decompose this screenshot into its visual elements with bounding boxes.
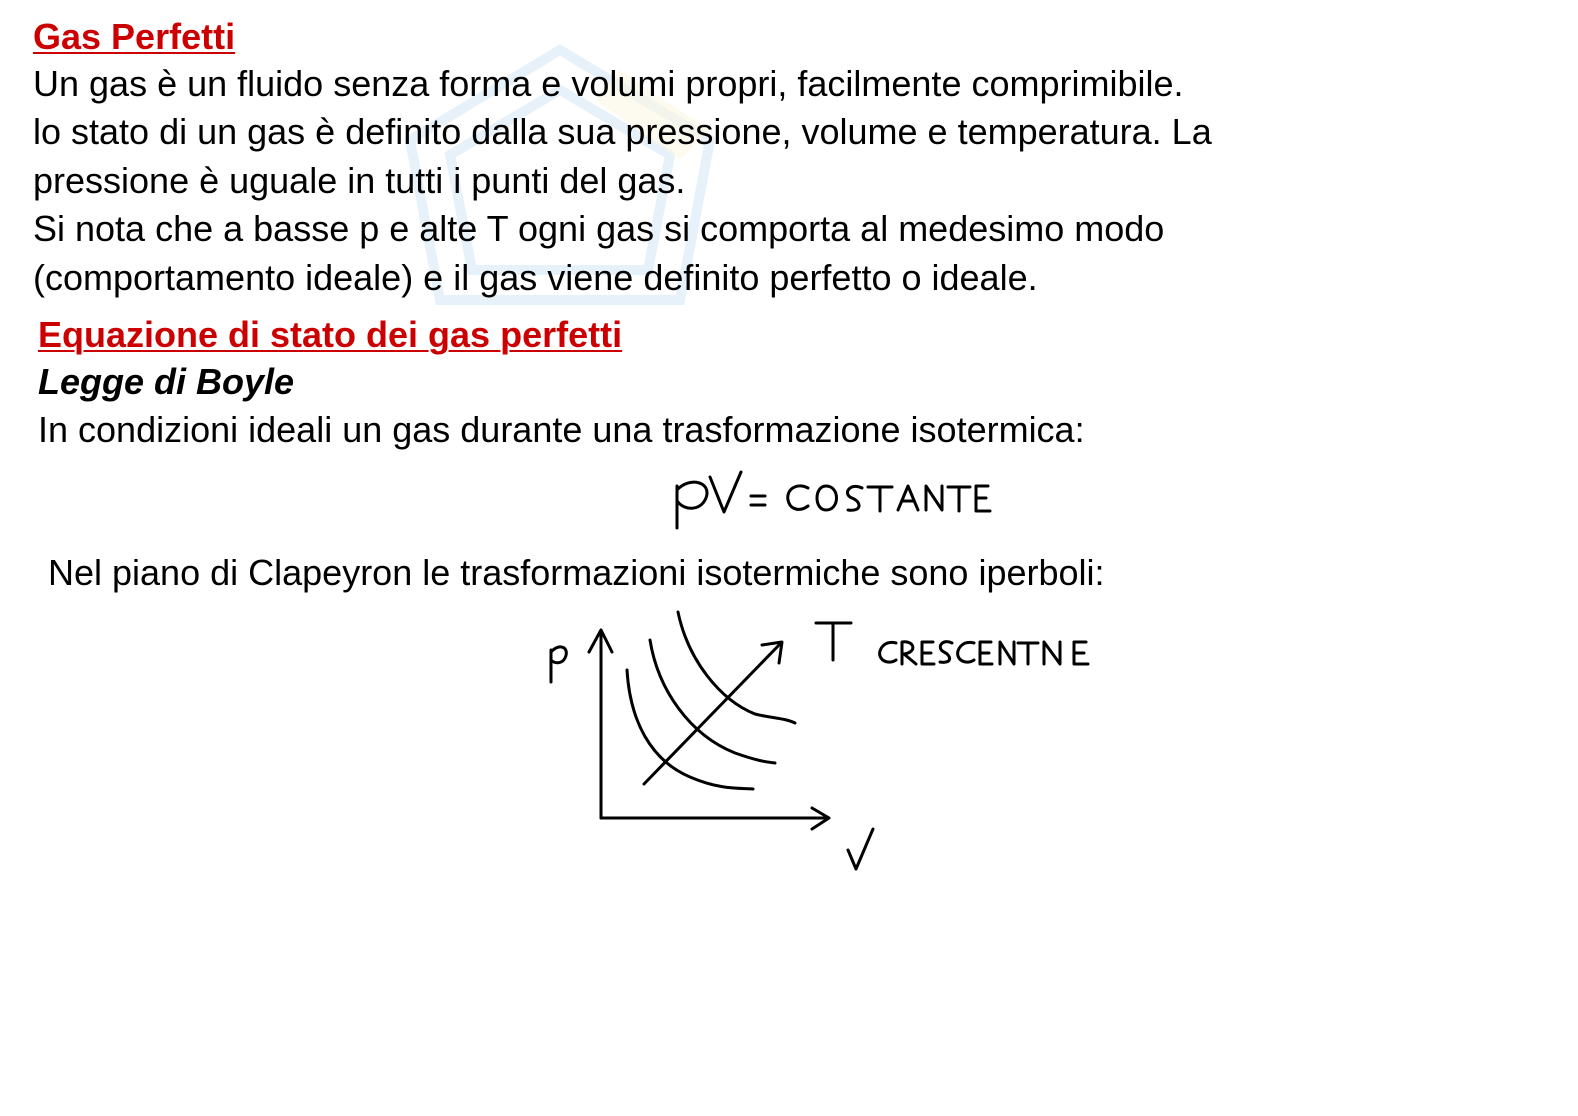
clapeyron-text: Nel piano di Clapeyron le trasformazioni isotermiche sono iperboli: xyxy=(48,552,1105,593)
paragraph-line: (comportamento ideale) e il gas viene definito perfetto o ideale. xyxy=(33,256,1038,298)
paragraph-line: Un gas è un fluido senza forma e volumi propri, facilmente comprimibile. xyxy=(33,63,1184,104)
paragraph-line: lo stato di un gas è definito dalla sua pressione, volume e temperatura. La xyxy=(33,111,1212,153)
isotherm-curve-3 xyxy=(678,612,795,723)
clapeyron-diagram xyxy=(551,612,1088,869)
section-title-equazione-di-stato: Equazione di stato dei gas perfetti xyxy=(38,314,623,355)
law-title-boyle: Legge di Boyle xyxy=(38,361,295,402)
isotherm-curve-1 xyxy=(627,670,753,789)
isothermal-intro-text: In condizioni ideali un gas durante una trasformazione isotermica: xyxy=(38,409,1085,450)
x-axis-label-v xyxy=(848,829,873,869)
y-axis-label-p xyxy=(551,647,566,682)
formula-pv-costante xyxy=(677,472,990,528)
label-t-crescente xyxy=(816,623,1088,664)
isotherm-curve-2 xyxy=(650,640,775,763)
paragraph-line: Si nota che a basse p e alte T ogni gas si comporta al medesimo modo xyxy=(33,208,1165,250)
temperature-arrow xyxy=(644,643,781,784)
paragraph-line: pressione è uguale in tutti i punti del gas. xyxy=(33,159,686,201)
section-title-gas-perfetti: Gas Perfetti xyxy=(33,16,236,57)
